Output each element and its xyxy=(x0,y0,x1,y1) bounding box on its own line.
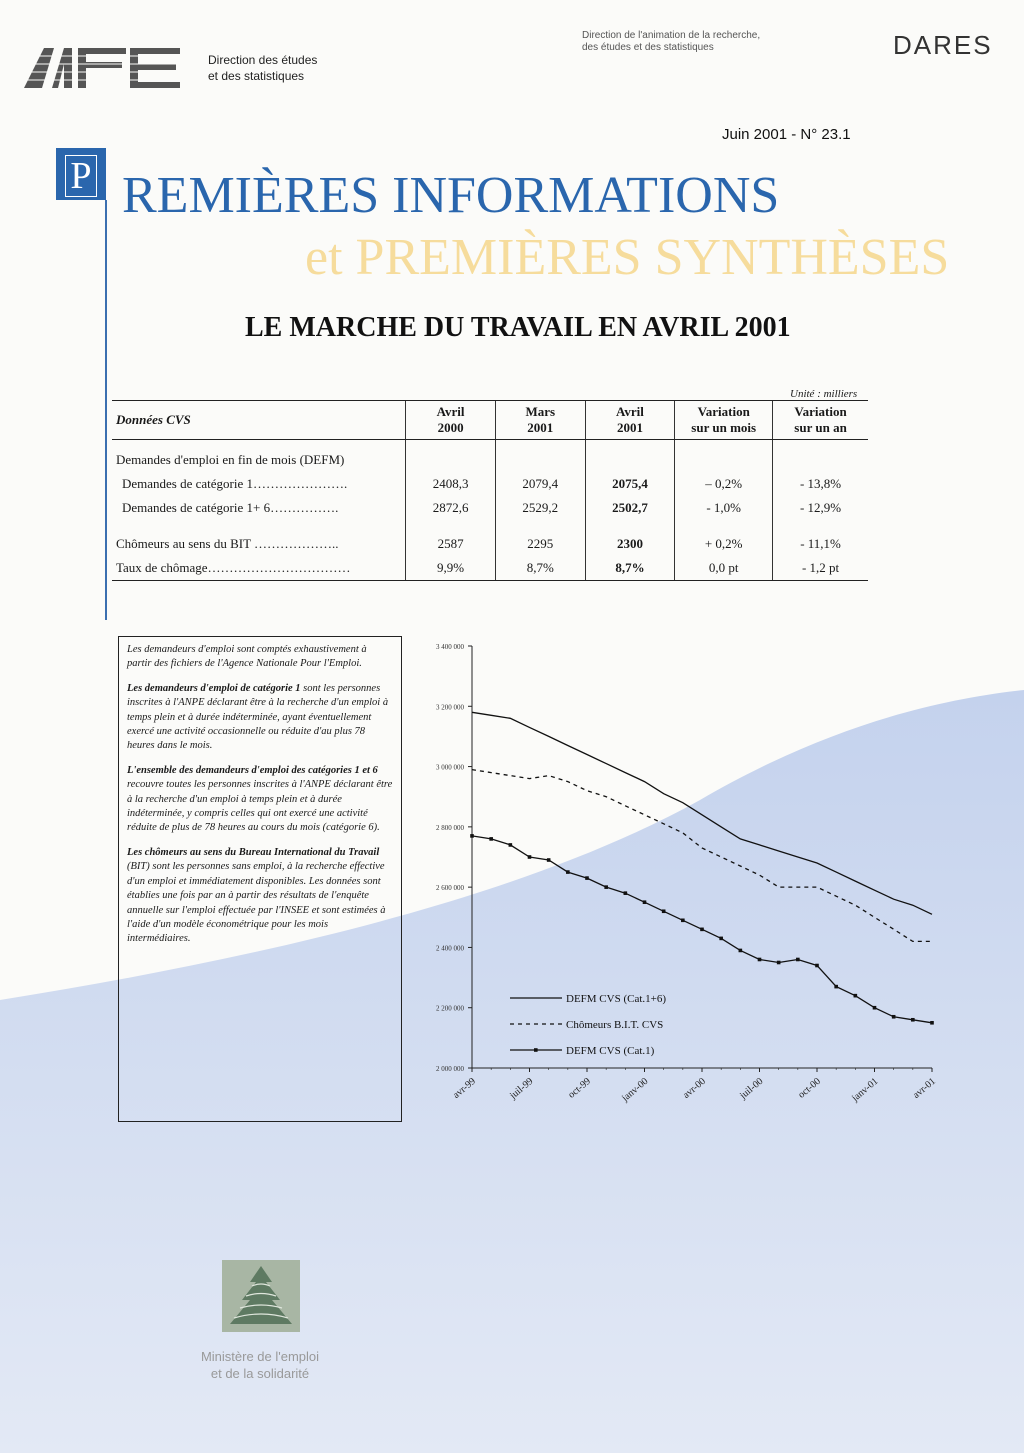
definitions-box xyxy=(118,636,402,1122)
series-line-2 xyxy=(472,770,932,942)
table-section-row xyxy=(112,440,868,473)
org-center-line1: Direction de l'animation de la recherche, xyxy=(582,30,761,41)
unit-label: Unité : milliers xyxy=(790,388,858,400)
x-tick-label: juil-99 xyxy=(507,1075,536,1102)
table-row: Chômeurs au sens du BIT ……………….. 2587 2295 2300 + 0,2% - 11,1% xyxy=(112,520,868,556)
x-tick-label: janv-01 xyxy=(849,1075,881,1104)
y-tick-label: 3 000 000 xyxy=(436,763,464,772)
series-point xyxy=(873,1006,877,1010)
series-point xyxy=(815,964,819,968)
x-tick-label: avr-99 xyxy=(451,1075,478,1101)
series-point xyxy=(585,876,589,880)
y-tick-label: 3 400 000 xyxy=(436,643,464,651)
table-row: Demandes de catégorie 1+ 6……………. 2872,6 2529,2 2502,7 - 1,0% - 12,9% xyxy=(112,496,868,520)
x-tick-label: oct-00 xyxy=(796,1075,823,1101)
series-point xyxy=(854,994,858,998)
ministry-line1: Ministère de l'emploi xyxy=(200,1349,320,1364)
series-point xyxy=(566,870,570,874)
series-point xyxy=(719,937,723,941)
series-point xyxy=(930,1021,934,1025)
y-tick-label: 2 400 000 xyxy=(436,944,464,953)
col-header-var-month: Variation sur un mois xyxy=(675,401,773,440)
series-point xyxy=(470,834,474,838)
col-header-apr2001: Avril 2001 xyxy=(585,401,675,440)
x-tick-label: avr-00 xyxy=(681,1075,708,1101)
col-header-label: Données CVS xyxy=(112,401,406,440)
note-p2: Les demandeurs d'emploi de catégorie 1 sont les personnes inscrites à l'ANPE déclarant être à la recherche d'un emploi à temps plein et à durée indéterminée, ayant éventuellement exercé une activité occasionnelle ou réduite d'au plus 78 heures dans le mois. xyxy=(127,682,389,752)
series-point xyxy=(911,1018,915,1022)
series-point xyxy=(489,837,493,841)
series-point xyxy=(547,858,551,862)
series-point xyxy=(758,958,762,962)
ministry-name xyxy=(170,1348,350,1382)
org-left xyxy=(208,52,317,84)
series-point xyxy=(739,949,743,953)
p-initial-box xyxy=(56,148,106,200)
series-point xyxy=(624,891,628,895)
series-point xyxy=(777,961,781,965)
page-subtitle: LE MARCHE DU TRAVAIL EN AVRIL 2001 xyxy=(245,312,791,343)
x-tick-label: janv-00 xyxy=(619,1075,651,1104)
series-point xyxy=(509,843,513,847)
col-header-var-year: Variation sur un an xyxy=(773,401,868,440)
title-line2: et PREMIÈRES SYNTHÈSES xyxy=(305,229,950,286)
x-tick-label: juil-00 xyxy=(737,1075,766,1102)
data-table xyxy=(112,400,868,581)
x-tick-label: oct-99 xyxy=(566,1075,593,1101)
table-row: Demandes de catégorie 1…………………. 2408,3 2079,4 2075,4 – 0,2% - 13,8% xyxy=(112,472,868,496)
series-point xyxy=(796,958,800,962)
table-header-row xyxy=(112,401,868,440)
title-line1: REMIÈRES INFORMATIONS xyxy=(122,167,780,224)
x-tick-label: avr-01 xyxy=(911,1075,938,1101)
legend-label-2: Chômeurs B.I.T. CVS xyxy=(566,1019,664,1031)
org-center-line2: des études et des statistiques xyxy=(582,42,714,53)
org-left-line2: et des statistiques xyxy=(208,69,305,83)
y-tick-label: 3 200 000 xyxy=(436,703,464,712)
note-p4: Les chômeurs au sens du Bureau International du Travail (BIT) sont les personnes sans emploi, à la recherche effective d'un emploi et immédiatement disponibles. Les données sont établies une fois par an à partir des résultats de l'enquête annuelle sur l'emploi effectuée par l'INSEE et sont estimées à l'aide d'un modèle économétrique pour les mois intermédiaires. xyxy=(127,846,386,945)
y-tick-label: 2 000 000 xyxy=(436,1065,464,1073)
legend-label-3: DEFM CVS (Cat.1) xyxy=(566,1045,655,1057)
anpe-logo xyxy=(22,44,182,90)
issue-number: Juin 2001 - N° 23.1 xyxy=(722,126,851,143)
blue-rule xyxy=(105,200,107,620)
legend-marker xyxy=(534,1048,538,1052)
ministry-logo xyxy=(222,1260,300,1332)
series-line-1 xyxy=(472,712,932,914)
series-point xyxy=(681,919,685,923)
col-header-apr2000: Avril 2000 xyxy=(406,401,496,440)
series-point xyxy=(662,909,666,913)
dares-label: DARES xyxy=(893,30,993,60)
ministry-line2: et de la solidarité xyxy=(210,1366,310,1381)
note-p1: Les demandeurs d'emploi sont comptés exhaustivement à partir des fichiers de l'Agence Nationale Pour l'Emploi. xyxy=(127,644,367,670)
series-point xyxy=(643,900,647,904)
y-tick-label: 2 800 000 xyxy=(436,823,464,832)
org-left-line1: Direction des études xyxy=(208,53,318,67)
series-point xyxy=(892,1015,896,1019)
note-p3: L'ensemble des demandeurs d'emploi des catégories 1 et 6 recouvre toutes les personnes inscrites à l'ANPE déclarant être à la recherche d'un emploi à temps plein et à durée indéterminée, y compris celles qui ont exercé une activité réduite de plus de 78 heures au cours du mois (catégorie 6). xyxy=(127,764,393,834)
p-initial: P xyxy=(65,155,97,197)
unemployment-line-chart xyxy=(410,636,940,1156)
section-label: Demandes d'emploi en fin de mois (DEFM) xyxy=(116,452,345,467)
series-point xyxy=(528,855,532,859)
legend-label-1: DEFM CVS (Cat.1+6) xyxy=(566,993,667,1005)
series-point xyxy=(700,928,704,932)
y-tick-label: 2 600 000 xyxy=(436,884,464,893)
series-point xyxy=(834,985,838,989)
table-row: Taux de chômage…………………………… 9,9% 8,7% 8,7% 0,0 pt - 1,2 pt xyxy=(112,556,868,581)
col-header-mar2001: Mars 2001 xyxy=(495,401,585,440)
series-point xyxy=(604,885,608,889)
org-center xyxy=(582,30,760,54)
y-tick-label: 2 200 000 xyxy=(436,1004,464,1013)
